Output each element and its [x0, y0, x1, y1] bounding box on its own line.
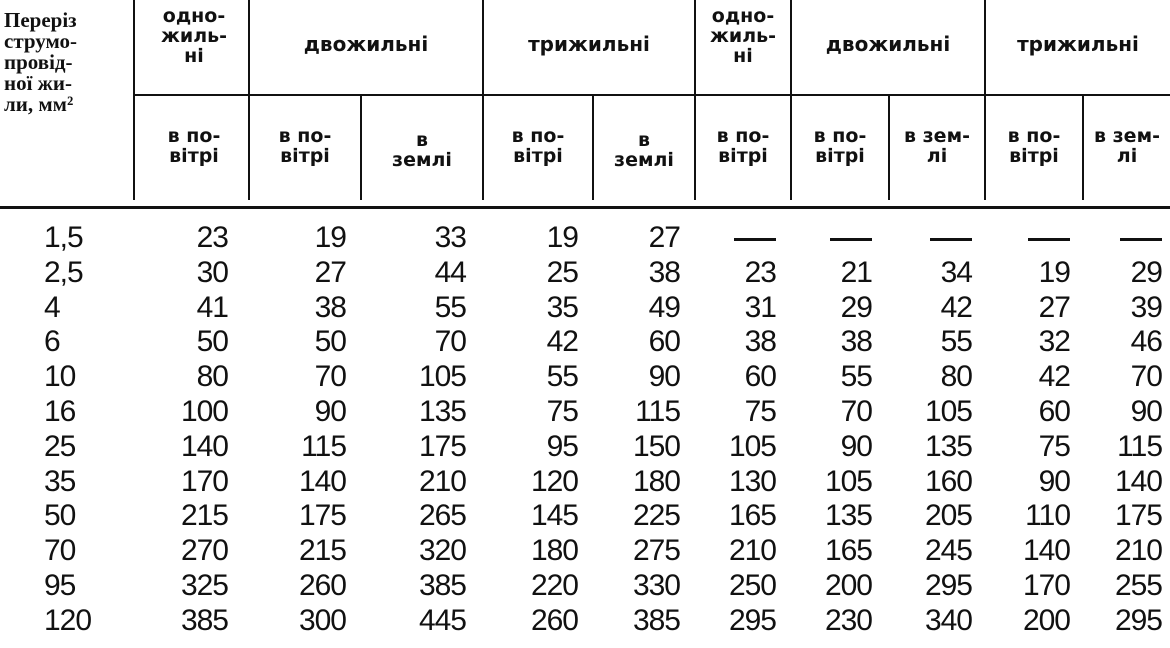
table-cell-value: 325 — [180, 569, 228, 602]
table-cell-value: 23 — [196, 221, 228, 254]
column-rule — [694, 0, 696, 200]
table-cell-value: 145 — [530, 499, 578, 533]
column-rule — [888, 96, 890, 200]
table-cell-value: 21 — [840, 255, 872, 289]
table-cell-value: 80 — [940, 360, 972, 394]
table-cell-value: 295 — [728, 603, 776, 637]
table-cell-value: 385 — [180, 603, 228, 637]
table-cell-value: 90 — [1130, 395, 1162, 428]
table-cell-value: 70 — [840, 395, 872, 428]
table-cell-value: 295 — [924, 569, 972, 602]
table-cell-value: 23 — [744, 255, 776, 289]
table-cell-value: 38 — [314, 290, 346, 324]
column-rule — [592, 96, 594, 200]
table-cell-value: 445 — [418, 603, 466, 637]
table-cell-value: 29 — [840, 290, 872, 324]
column-rule — [360, 96, 362, 200]
table-cell-value: 34 — [940, 255, 972, 289]
table-cell-cross-section: 120 — [44, 603, 92, 637]
table-cell-value: 250 — [728, 569, 776, 602]
table-cell-value: 320 — [418, 534, 466, 568]
table-cell-cross-section: 70 — [44, 534, 76, 568]
table-cell-value: 265 — [418, 499, 466, 533]
table-cell-value: 205 — [924, 499, 972, 533]
table-cell-cross-section: 95 — [44, 569, 76, 602]
table-cell-value: 50 — [196, 325, 228, 359]
table-cell-value: 140 — [1114, 464, 1162, 498]
table-cell-dash — [1120, 238, 1162, 241]
table-cell-value: 170 — [1022, 569, 1070, 602]
header-two-core-a: двожильні — [303, 32, 429, 56]
table-cell-value: 42 — [1038, 360, 1070, 394]
column-rule — [984, 0, 986, 200]
table-cell-value: 105 — [418, 360, 466, 394]
table-cell-value: 27 — [314, 255, 346, 289]
table-cell-value: 175 — [1114, 499, 1162, 533]
table-cell-value: 35 — [546, 290, 578, 324]
column-rule — [790, 0, 792, 200]
table-cell-value: 19 — [546, 221, 578, 254]
cross-section-header: Переріз струмо- провід- ної жи- ли, мм² — [4, 8, 78, 116]
table-cell-value: 340 — [924, 603, 972, 637]
subheader-in-air: в по- вітрі — [511, 125, 565, 167]
subheader-in-ground: в зем- лі — [1094, 125, 1160, 167]
table-cell-value: 115 — [1117, 429, 1162, 463]
header-single-core-a: одно- жиль- ні — [160, 5, 228, 67]
table-cell-value: 140 — [298, 464, 346, 498]
table-cell-value: 300 — [298, 603, 346, 637]
table-cell-value: 120 — [530, 464, 578, 498]
table-cell-value: 180 — [632, 464, 680, 498]
table-cell-value: 105 — [824, 464, 872, 498]
table-cell-value: 60 — [1038, 395, 1070, 428]
table-cell-value: 135 — [924, 429, 972, 463]
table-cell-value: 39 — [1130, 290, 1162, 324]
table-cell-value: 46 — [1130, 325, 1162, 359]
table-cell-value: 50 — [314, 325, 346, 359]
table-cell-value: 70 — [434, 325, 466, 359]
table-cell-value: 115 — [301, 429, 346, 463]
table-cell-value: 140 — [180, 429, 228, 463]
subheader-in-air: в по- вітрі — [167, 125, 221, 167]
table-cell-value: 38 — [840, 325, 872, 359]
subheader-in-air: в по- вітрі — [716, 125, 770, 167]
table-cell-cross-section: 1,5 — [44, 221, 83, 254]
table-cell-cross-section: 10 — [44, 360, 76, 394]
subheader-in-ground: в землі — [392, 129, 452, 171]
header-three-core-b: трижильні — [1017, 32, 1139, 56]
table-cell-value: 105 — [924, 395, 972, 428]
table-cell-value: 60 — [648, 325, 680, 359]
table-cell-value: 210 — [1114, 534, 1162, 568]
table-cell-value: 135 — [824, 499, 872, 533]
table-cell-value: 180 — [530, 534, 578, 568]
table-cell-value: 90 — [648, 360, 680, 394]
subheader-in-air: в по- вітрі — [1007, 125, 1061, 167]
table-cell-value: 42 — [546, 325, 578, 359]
table-cell-value: 210 — [728, 534, 776, 568]
table-cell-cross-section: 6 — [44, 325, 60, 359]
table-cell-value: 245 — [924, 534, 972, 568]
table-cell-cross-section: 35 — [44, 464, 76, 498]
table-cell-value: 49 — [648, 290, 680, 324]
table-cell-value: 200 — [1022, 603, 1070, 637]
header-single-core-b: одно- жиль- ні — [709, 5, 777, 67]
table-cell-value: 27 — [648, 221, 680, 254]
table-cell-cross-section: 50 — [44, 499, 76, 533]
table-cell-value: 55 — [940, 325, 972, 359]
table-cell-value: 41 — [196, 290, 228, 324]
table-cell-value: 105 — [728, 429, 776, 463]
table-cell-value: 19 — [1038, 255, 1070, 289]
table-cell-value: 75 — [1038, 429, 1070, 463]
table-cell-value: 27 — [1038, 290, 1070, 324]
table-cell-value: 42 — [940, 290, 972, 324]
subheader-in-ground: в землі — [614, 129, 674, 171]
table-cell-value: 75 — [744, 395, 776, 428]
table-cell-value: 25 — [546, 255, 578, 289]
table-cell-value: 295 — [1114, 603, 1162, 637]
header-three-core-a: трижильні — [528, 32, 650, 56]
table-cell-value: 80 — [196, 360, 228, 394]
table-cell-value: 175 — [418, 429, 466, 463]
column-rule — [133, 0, 135, 200]
table-cell-cross-section: 2,5 — [44, 255, 83, 289]
table-cell-value: 90 — [840, 429, 872, 463]
table-cell-dash — [830, 238, 872, 241]
column-rule — [482, 0, 484, 200]
subheader-in-air: в по- вітрі — [278, 125, 332, 167]
table-cell-value: 70 — [1130, 360, 1162, 394]
table-cell-value: 75 — [546, 395, 578, 428]
table-cell-value: 150 — [632, 429, 680, 463]
table-cell-value: 32 — [1038, 325, 1070, 359]
table-cell-value: 160 — [924, 464, 972, 498]
table-cell-value: 215 — [298, 534, 346, 568]
table-cell-value: 19 — [314, 221, 346, 254]
table-cell-value: 385 — [418, 569, 466, 602]
table-cell-value: 225 — [632, 499, 680, 533]
subheader-in-ground: в зем- лі — [904, 125, 970, 167]
table-cell-value: 200 — [824, 569, 872, 602]
header-two-core-b: двожильні — [825, 32, 951, 56]
table-cell-value: 260 — [530, 603, 578, 637]
table-cell-value: 270 — [180, 534, 228, 568]
table-cell-cross-section: 4 — [44, 290, 60, 324]
table-cell-value: 165 — [824, 534, 872, 568]
table-cell-value: 330 — [632, 569, 680, 602]
table-cell-value: 215 — [180, 499, 228, 533]
table-cell-value: 135 — [418, 395, 466, 428]
table-cell-value: 31 — [744, 290, 776, 324]
table-cell-dash — [1028, 238, 1070, 241]
table-cell-value: 100 — [180, 395, 228, 428]
table-cell-value: 230 — [824, 603, 872, 637]
table-cell-value: 90 — [1038, 464, 1070, 498]
table-cell-value: 44 — [434, 255, 466, 289]
table-cell-cross-section: 16 — [44, 395, 76, 428]
header-bottom-rule — [0, 206, 1170, 209]
table-cell-value: 95 — [546, 429, 578, 463]
table-cell-value: 175 — [298, 499, 346, 533]
table-cell-value: 165 — [728, 499, 776, 533]
table-cell-value: 29 — [1130, 255, 1162, 289]
table-cell-cross-section: 25 — [44, 429, 76, 463]
table-cell-value: 33 — [434, 221, 466, 254]
table-cell-dash — [734, 238, 776, 241]
table-cell-value: 60 — [744, 360, 776, 394]
table-cell-value: 260 — [298, 569, 346, 602]
table-cell-value: 130 — [728, 464, 776, 498]
table-cell-value: 70 — [314, 360, 346, 394]
table-cell-value: 38 — [648, 255, 680, 289]
table-cell-value: 210 — [418, 464, 466, 498]
table-cell-value: 140 — [1022, 534, 1070, 568]
column-rule — [248, 0, 250, 200]
table-cell-value: 170 — [180, 464, 228, 498]
column-rule — [1082, 96, 1084, 200]
table-cell-value: 30 — [196, 255, 228, 289]
subheader-in-air: в по- вітрі — [813, 125, 867, 167]
table-cell-value: 115 — [635, 395, 680, 428]
table-cell-value: 110 — [1025, 499, 1070, 533]
table-cell-value: 275 — [632, 534, 680, 568]
table-cell-value: 55 — [434, 290, 466, 324]
table-cell-value: 385 — [632, 603, 680, 637]
table-cell-value: 38 — [744, 325, 776, 359]
table-cell-value: 220 — [530, 569, 578, 602]
table-cell-value: 90 — [314, 395, 346, 428]
table-cell-dash — [930, 238, 972, 241]
table-cell-value: 55 — [840, 360, 872, 394]
table-cell-value: 255 — [1114, 569, 1162, 602]
table-cell-value: 55 — [546, 360, 578, 394]
subheader-rule — [133, 94, 1170, 96]
